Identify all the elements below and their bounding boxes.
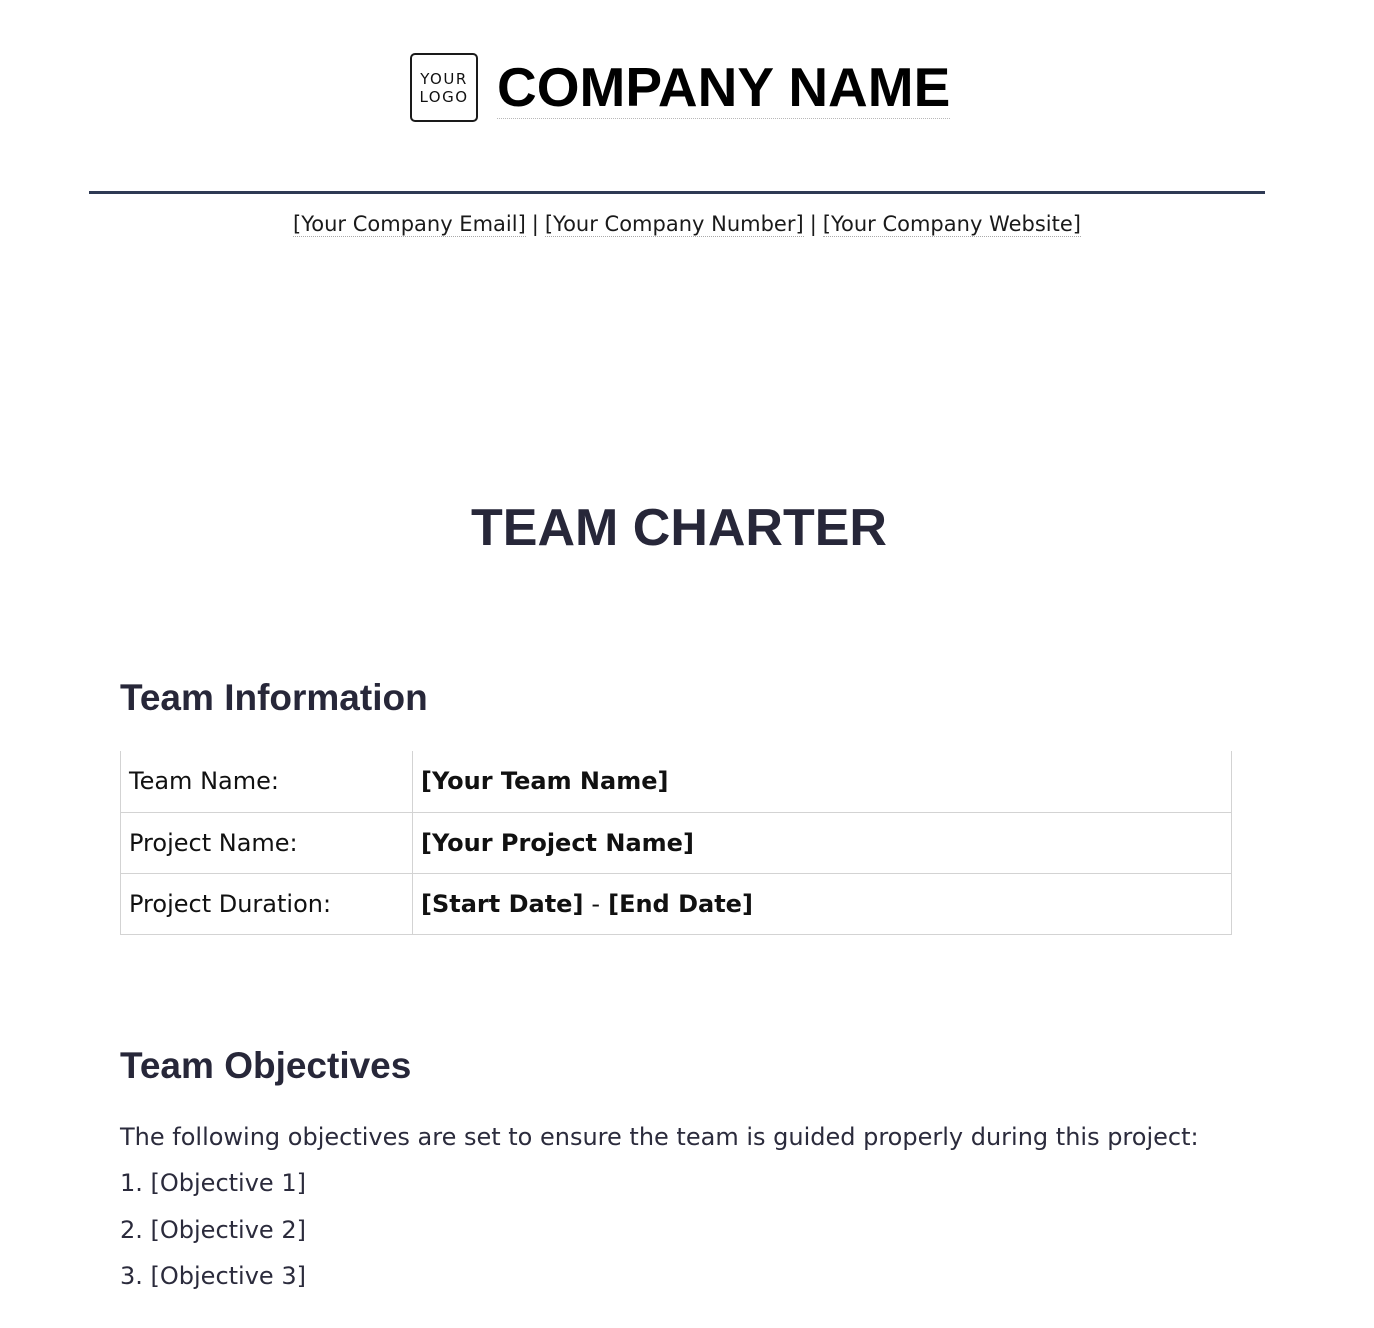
project-name-label: Project Name: [121,812,413,873]
objectives-list [120,1166,306,1306]
logo-text-line1: YOUR [420,69,468,88]
document-title: TEAM CHARTER [471,499,887,557]
objectives-intro-text: The following objectives are set to ensure the team is guided properly during this project: [120,1123,1199,1151]
list-item[interactable]: 2. [Objective 2] [120,1215,306,1244]
contact-separator: | [531,212,539,236]
team-name-label: Team Name: [121,751,413,812]
contact-separator: | [809,212,817,236]
table-row [121,751,1232,812]
company-logo [410,53,478,122]
company-website-field[interactable]: [Your Company Website] [822,212,1081,236]
list-item[interactable]: 3. [Objective 3] [120,1262,306,1290]
document-header [0,0,1374,130]
date-range-dash: - [591,889,601,918]
team-information-heading: Team Information [120,677,428,718]
end-date-field[interactable]: [End Date] [608,889,753,918]
company-name[interactable]: COMPANY NAME [497,56,951,118]
company-email-field[interactable]: [Your Company Email] [293,212,526,236]
table-row [121,873,1232,934]
team-objectives-heading: Team Objectives [120,1045,412,1086]
header-divider [89,191,1265,194]
company-number-field[interactable]: [Your Company Number] [544,212,804,236]
start-date-field[interactable]: [Start Date] [421,889,584,918]
logo-text-line2: LOGO [419,87,469,106]
team-name-value[interactable]: [Your Team Name] [413,751,1232,812]
project-duration-label: Project Duration: [121,873,413,934]
company-contact-line [0,210,1374,238]
team-information-table [120,751,1232,935]
project-duration-value [413,873,1232,934]
project-name-value[interactable]: [Your Project Name] [413,812,1232,873]
table-row [121,812,1232,873]
list-item[interactable]: 1. [Objective 1] [120,1169,306,1197]
